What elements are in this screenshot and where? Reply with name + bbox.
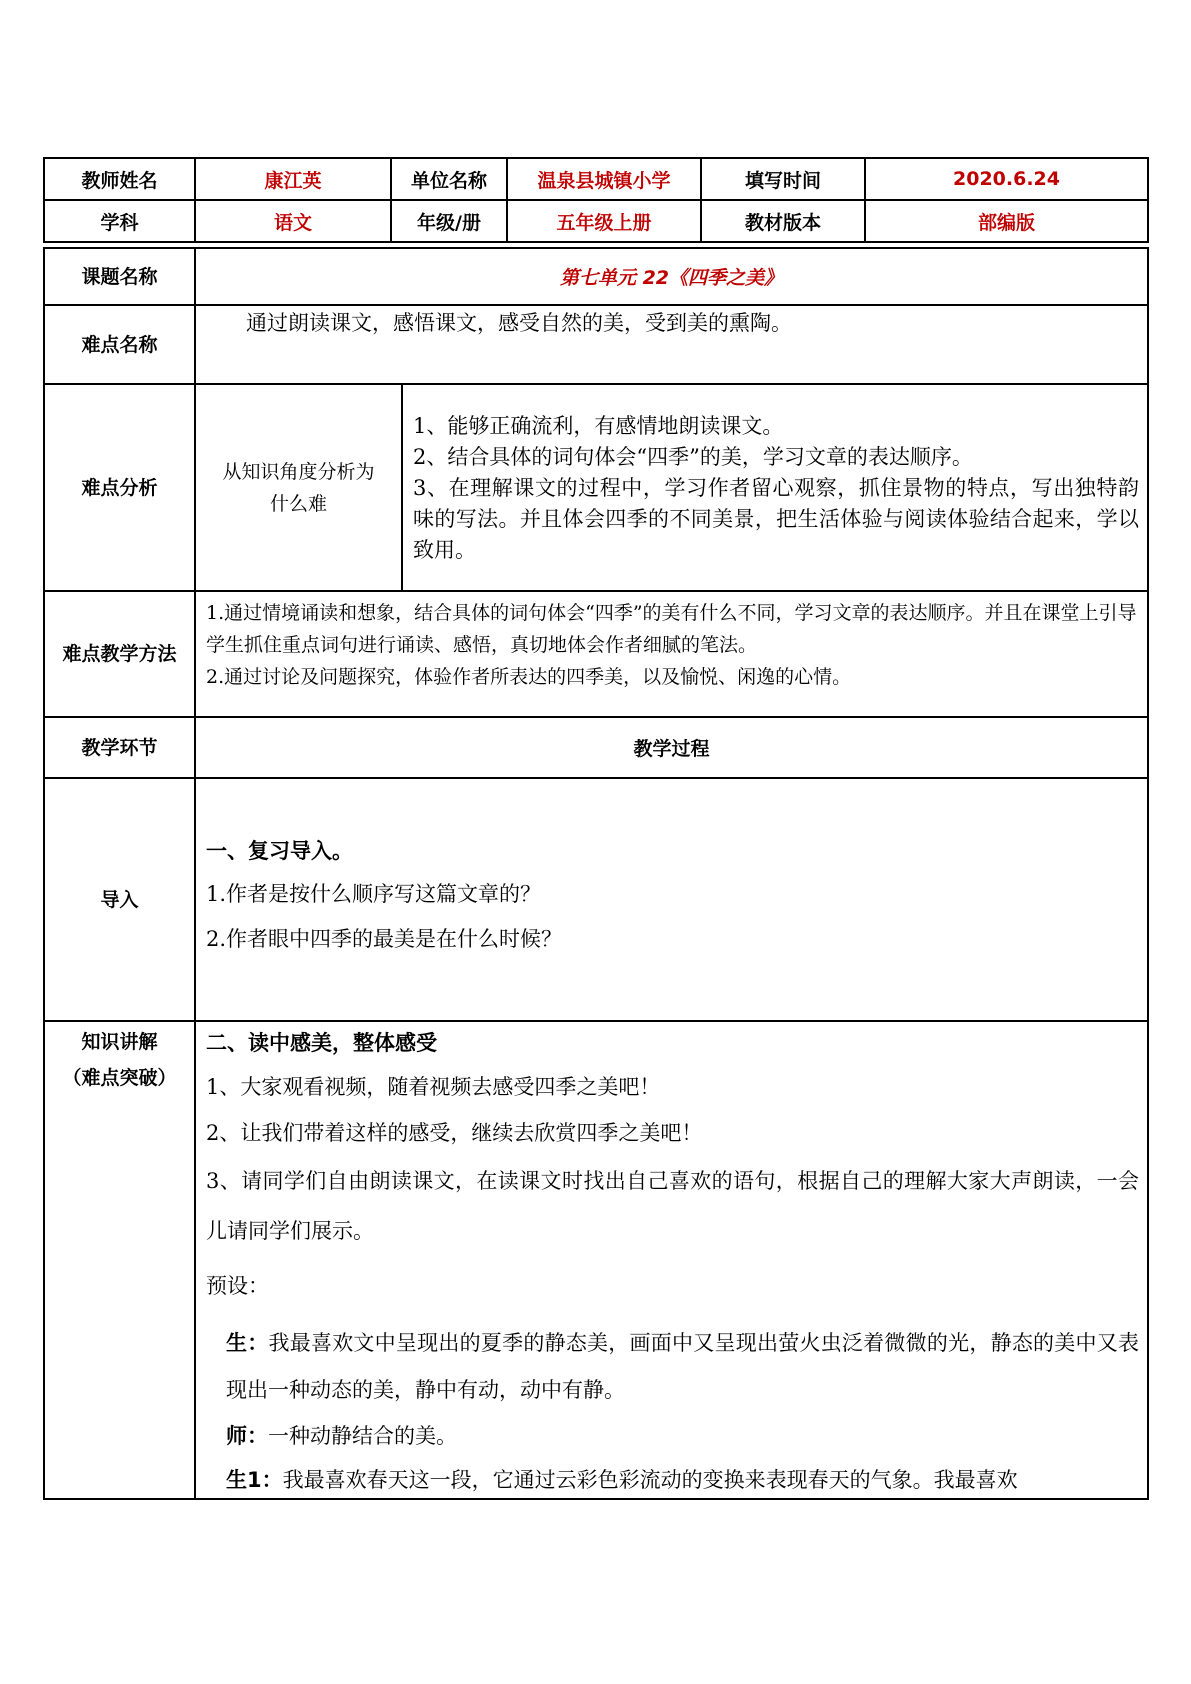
analysis-row xyxy=(43,385,1149,592)
intro-heading: 一、复习导入。 xyxy=(206,839,353,863)
intro-label: 导入 xyxy=(45,779,196,1020)
grade-value: 五年级上册 xyxy=(507,200,701,242)
topic-label: 课题名称 xyxy=(45,249,196,304)
topic-row xyxy=(43,247,1149,306)
analysis-label: 难点分析 xyxy=(45,385,196,590)
knowledge-sublabel: （难点突破） xyxy=(62,1067,177,1089)
analysis-points xyxy=(403,411,1147,566)
subject-label: 学科 xyxy=(44,200,195,242)
process-header-row xyxy=(43,718,1149,779)
unit-label: 单位名称 xyxy=(391,158,507,200)
knowledge-label-cell xyxy=(45,1022,196,1498)
grade-label: 年级/册 xyxy=(391,200,507,242)
unit-value: 温泉县城镇小学 xyxy=(507,158,701,200)
subject-value: 语文 xyxy=(195,200,391,242)
methods-line: 2.通过讨论及问题探究，体验作者所表达的四季美，以及愉悦、闲逸的心情。 xyxy=(206,666,852,688)
preset-label: 预设： xyxy=(206,1274,269,1298)
difficulty-label: 难点名称 xyxy=(45,306,196,383)
edition-value: 部编版 xyxy=(865,200,1148,242)
methods-label: 难点教学方法 xyxy=(45,592,196,716)
student1-response xyxy=(226,1458,1139,1502)
intro-question-2: 2.作者眼中四季的最美是在什么时候？ xyxy=(206,927,563,951)
teacher-response xyxy=(226,1414,1139,1458)
knowledge-step-3: 3、请同学们自由朗读课文，在读课文时找出自己喜欢的语句，根据自己的理解大家大声朗读，一会儿请同学们展示。 xyxy=(206,1169,1139,1243)
knowledge-step-2: 2、让我们带着这样的感受，继续去欣赏四季之美吧！ xyxy=(206,1121,703,1145)
teacher-value: 康江英 xyxy=(195,158,391,200)
student-response xyxy=(226,1320,1139,1414)
knowledge-row xyxy=(43,1022,1149,1500)
process-label: 教学环节 xyxy=(45,718,196,777)
intro-row xyxy=(43,779,1149,1022)
student-text: 我最喜欢文中呈现出的夏季的静态美，画面中又呈现出萤火虫泛着微微的光，静态的美中又表现出一种动态的美，静中有动，动中有静。 xyxy=(226,1331,1140,1402)
analysis-point: 3、在理解课文的过程中，学习作者留心观察，抓住景物的特点，写出独特韵味的写法。并且体会四季的不同美景，把生活体验与阅读体验结合起来，学以致用。 xyxy=(413,476,1139,562)
analysis-point: 1、能够正确流利，有感情地朗读课文。 xyxy=(413,414,784,438)
student1-text: 我最喜欢春天这一段，它通过云彩色彩流动的变换来表现春天的气象。我最喜欢 xyxy=(282,1468,1018,1492)
methods-row xyxy=(43,592,1149,718)
date-value: 2020.6.24 xyxy=(865,158,1148,200)
analysis-sublabel: 从知识角度分析为什么难 xyxy=(222,460,375,515)
knowledge-heading: 二、读中感美，整体感受 xyxy=(206,1031,437,1055)
analysis-sublabel-cell xyxy=(196,385,403,590)
knowledge-step-1: 1、大家观看视频，随着视频去感受四季之美吧！ xyxy=(206,1075,661,1099)
edition-label: 教材版本 xyxy=(701,200,865,242)
analysis-point: 2、结合具体的词句体会“四季”的美，学习文章的表达顺序。 xyxy=(413,445,973,469)
intro-question-1: 1.作者是按什么顺序写这篇文章的？ xyxy=(206,882,542,906)
knowledge-label: 知识讲解 xyxy=(81,1031,158,1053)
difficulty-text: 通过朗读课文，感悟课文，感受自然的美，受到美的熏陶。 xyxy=(246,311,792,335)
teacher-text: 一种动静结合的美。 xyxy=(268,1424,457,1448)
methods-line: 1.通过情境诵读和想象，结合具体的词句体会“四季”的美有什么不同，学习文章的表达顺序。并且在课堂上引导学生抓住重点词句进行诵读、感悟，真切地体会作者细腻的笔法。 xyxy=(206,602,1137,656)
difficulty-row xyxy=(43,306,1149,385)
teacher-label: 教师姓名 xyxy=(44,158,195,200)
date-label: 填写时间 xyxy=(701,158,865,200)
student1-label: 生1： xyxy=(226,1468,283,1492)
info-table xyxy=(43,157,1149,243)
process-title: 教学过程 xyxy=(633,738,710,760)
teacher-label: 师： xyxy=(226,1424,268,1448)
student-label: 生： xyxy=(226,1331,269,1355)
topic-title: 第七单元 22《四季之美》 xyxy=(559,267,784,289)
